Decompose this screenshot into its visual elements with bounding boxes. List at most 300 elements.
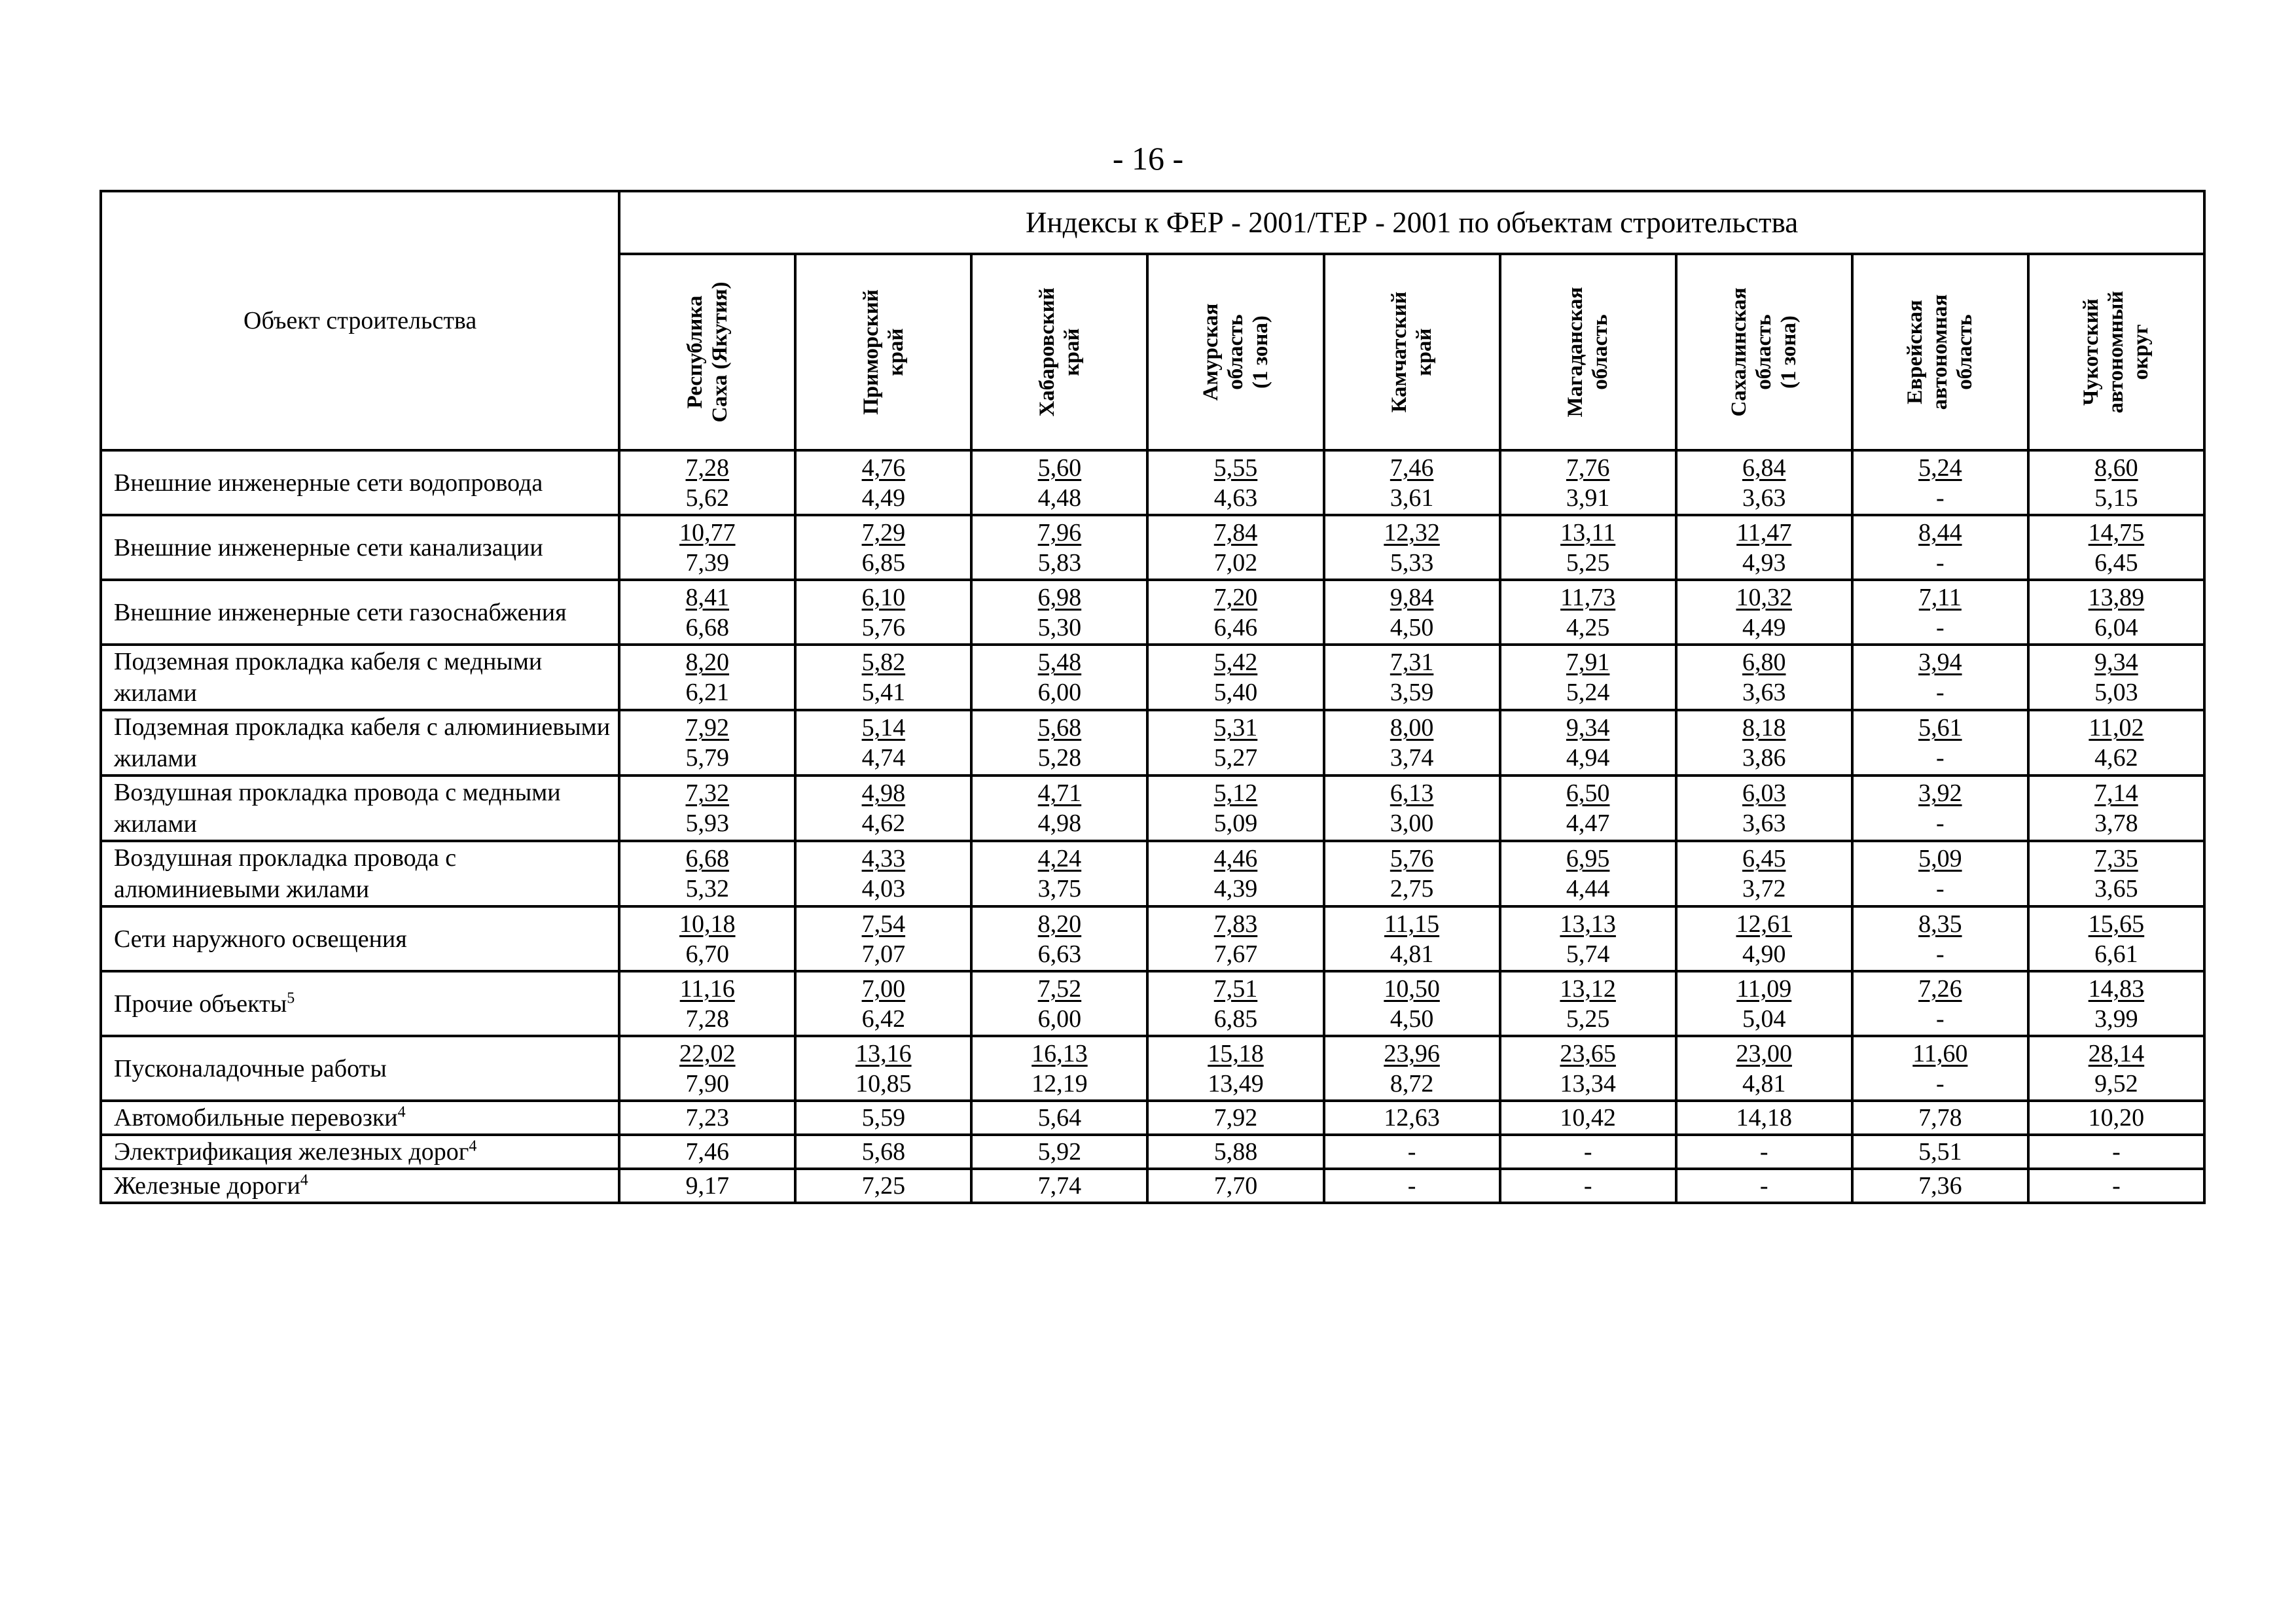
value-cell	[1324, 1169, 1500, 1203]
value-cell	[2028, 580, 2204, 645]
object-name: Внешние инженерные сети канализации	[114, 533, 543, 562]
region-header-7	[1852, 254, 2028, 450]
index-value-upper: 5,68	[1037, 714, 1082, 741]
index-value-lower: 3,91	[1566, 484, 1610, 512]
index-value-lower: 4,90	[1742, 940, 1786, 968]
indices-group-header: Индексы к ФЕР - 2001/ТЕР - 2001 по объектам строительства	[619, 191, 2204, 254]
value-cell	[619, 515, 795, 580]
index-value-upper: 7,20	[1213, 583, 1258, 611]
index-value-upper: 5,61	[1918, 714, 1962, 741]
index-value-lower: 3,00	[1390, 810, 1434, 837]
value-cell	[2028, 776, 2204, 841]
index-value-upper: 8,35	[1918, 910, 1962, 938]
object-name: Внешние инженерные сети водопровода	[114, 469, 543, 497]
index-value-lower: 6,68	[685, 613, 730, 641]
value-cell	[2028, 906, 2204, 971]
index-value: -	[1759, 1138, 1768, 1166]
index-value-lower: 3,63	[1742, 484, 1786, 512]
index-value-upper: 9,34	[2094, 649, 2138, 676]
index-value: -	[2112, 1138, 2121, 1166]
region-header-label: Хабаровский край	[1035, 287, 1084, 417]
value-cell	[795, 580, 971, 645]
index-value-upper: 7,11	[1918, 583, 1962, 611]
value-cell	[971, 1036, 1147, 1101]
index-value: 5,92	[1037, 1138, 1082, 1166]
value-cell	[971, 841, 1147, 906]
footnote-marker: 4	[397, 1103, 406, 1121]
index-value-upper: 28,14	[2088, 1039, 2145, 1067]
value-cell	[1676, 515, 1852, 580]
index-value-upper: 11,15	[1384, 910, 1440, 938]
index-value-upper: 6,84	[1742, 454, 1786, 482]
index-value-lower: 3,63	[1742, 810, 1786, 837]
object-name-cell	[101, 1135, 619, 1169]
object-name-cell	[101, 776, 619, 841]
index-value-lower: -	[1935, 679, 1945, 706]
index-value-lower: 5,25	[1566, 1005, 1610, 1033]
index-value-upper: 5,60	[1037, 454, 1082, 482]
index-value-upper: 5,24	[1918, 454, 1962, 482]
value-cell	[1852, 1135, 2028, 1169]
value-cell	[1500, 1101, 1676, 1135]
index-value-upper: 22,02	[679, 1039, 736, 1067]
index-value-upper: 12,32	[1384, 518, 1440, 546]
value-cell	[1324, 645, 1500, 710]
index-value-lower: -	[1935, 1069, 1945, 1097]
index-value-upper: 11,02	[2089, 714, 2144, 741]
value-cell	[1500, 1135, 1676, 1169]
index-value-upper: 7,14	[2094, 779, 2138, 807]
value-cell	[1852, 1101, 2028, 1135]
index-value-upper: 5,48	[1037, 649, 1082, 676]
object-name: Железные дороги	[114, 1172, 300, 1200]
page-number: - 16 -	[1112, 140, 1184, 177]
region-header-label: Приморский край	[859, 289, 908, 415]
value-cell	[1500, 776, 1676, 841]
region-header-5	[1500, 254, 1676, 450]
index-value-lower: 5,40	[1213, 679, 1258, 706]
index-value-upper: 8,60	[2094, 454, 2138, 482]
index-value-lower: 3,61	[1390, 484, 1434, 512]
value-cell	[619, 645, 795, 710]
value-cell	[1147, 906, 1323, 971]
value-cell	[971, 1101, 1147, 1135]
index-value: -	[2112, 1172, 2121, 1200]
index-value-lower: 7,67	[1213, 940, 1258, 968]
index-value-lower: -	[1935, 613, 1945, 641]
index-value: 7,74	[1037, 1172, 1082, 1200]
index-value-lower: 6,46	[1213, 613, 1258, 641]
index-value-upper: 8,41	[685, 583, 730, 611]
index-value-upper: 7,31	[1390, 649, 1434, 676]
index-value-lower: 4,62	[861, 810, 906, 837]
index-value-upper: 7,92	[685, 714, 730, 741]
index-value-upper: 6,03	[1742, 779, 1786, 807]
index-value-upper: 6,98	[1037, 583, 1082, 611]
index-value-lower: 4,94	[1566, 744, 1610, 772]
value-cell	[795, 645, 971, 710]
index-value-upper: 6,68	[685, 845, 730, 872]
index-value-lower: 13,49	[1208, 1069, 1264, 1097]
value-cell	[1676, 776, 1852, 841]
index-value: 14,18	[1736, 1104, 1792, 1132]
value-cell	[1852, 841, 2028, 906]
value-cell	[1676, 841, 1852, 906]
region-header-1	[795, 254, 971, 450]
index-value-upper: 6,10	[861, 583, 906, 611]
index-value-lower: 7,07	[861, 940, 906, 968]
object-name-cell	[101, 841, 619, 906]
value-cell	[1324, 776, 1500, 841]
index-value-upper: 10,32	[1736, 583, 1792, 611]
index-value-lower: 6,21	[685, 679, 730, 706]
value-cell	[795, 841, 971, 906]
index-value-lower: 3,75	[1037, 875, 1082, 902]
object-name: Электрификация железных дорог	[114, 1138, 469, 1166]
object-name-cell	[101, 1036, 619, 1101]
region-header-label: Магаданская область	[1564, 287, 1613, 418]
index-value-upper: 8,20	[685, 649, 730, 676]
value-cell	[971, 515, 1147, 580]
index-value-lower: 12,19	[1031, 1069, 1088, 1097]
index-value-lower: 5,30	[1037, 613, 1082, 641]
index-value-upper: 14,75	[2088, 518, 2145, 546]
value-cell	[1500, 906, 1676, 971]
index-value-upper: 10,50	[1384, 974, 1440, 1003]
index-value-lower: 6,61	[2094, 940, 2138, 968]
index-value: 7,70	[1213, 1172, 1258, 1200]
object-name-cell	[101, 645, 619, 710]
object-name-cell	[101, 971, 619, 1036]
index-value-upper: 3,92	[1918, 779, 1962, 807]
object-name-cell	[101, 1169, 619, 1203]
index-value-lower: 6,00	[1037, 1005, 1082, 1033]
value-cell	[1500, 1169, 1676, 1203]
index-value-lower: -	[1935, 940, 1945, 968]
index-value: 7,23	[685, 1104, 730, 1132]
value-cell	[1147, 776, 1323, 841]
index-value-lower: 4,50	[1390, 1005, 1434, 1033]
index-value-lower: 5,93	[685, 810, 730, 837]
object-name: Автомобильные перевозки	[114, 1104, 398, 1132]
value-cell	[1324, 580, 1500, 645]
value-cell	[2028, 710, 2204, 776]
index-value-upper: 11,73	[1560, 583, 1616, 611]
index-value-upper: 7,96	[1037, 518, 1082, 546]
index-value-lower: 4,74	[861, 744, 906, 772]
table-row	[101, 776, 2204, 841]
value-cell	[619, 1169, 795, 1203]
index-value-upper: 6,45	[1742, 845, 1786, 872]
index-value-upper: 14,83	[2088, 974, 2145, 1003]
index-value-upper: 5,76	[1390, 845, 1434, 872]
region-header-label: Амурская область (1 зона)	[1199, 303, 1272, 401]
index-value-upper: 23,96	[1384, 1039, 1440, 1067]
index-value-lower: 10,85	[855, 1069, 912, 1097]
object-name: Воздушная прокладка провода с медными жилами	[114, 779, 561, 838]
value-cell	[2028, 1101, 2204, 1135]
value-cell	[971, 1135, 1147, 1169]
index-value-upper: 23,65	[1560, 1039, 1616, 1067]
region-header-label: Еврейская автономная область	[1903, 294, 1977, 410]
index-value-upper: 13,16	[855, 1039, 912, 1067]
index-value-upper: 5,14	[861, 714, 906, 741]
value-cell	[2028, 645, 2204, 710]
index-value-upper: 7,83	[1213, 910, 1258, 938]
index-value-upper: 5,42	[1213, 649, 1258, 676]
index-value-lower: 5,09	[1213, 810, 1258, 837]
value-cell	[795, 710, 971, 776]
index-value-lower: 6,63	[1037, 940, 1082, 968]
value-cell	[795, 1169, 971, 1203]
value-cell	[1324, 1135, 1500, 1169]
index-value-lower: -	[1935, 1005, 1945, 1033]
index-value-lower: 5,27	[1213, 744, 1258, 772]
object-name-cell	[101, 1101, 619, 1135]
region-header-label: Камчатский край	[1388, 291, 1437, 413]
index-value-lower: 3,65	[2094, 875, 2138, 902]
index-value-upper: 11,47	[1736, 518, 1792, 546]
index-value: 7,25	[861, 1172, 906, 1200]
table-row	[101, 515, 2204, 580]
index-value-upper: 7,52	[1037, 974, 1082, 1003]
index-value-upper: 7,46	[1390, 454, 1434, 482]
index-value-lower: 4,93	[1742, 548, 1786, 577]
value-cell	[619, 580, 795, 645]
index-value-lower: 4,47	[1566, 810, 1610, 837]
index-value-lower: 3,59	[1390, 679, 1434, 706]
value-cell	[619, 841, 795, 906]
index-value-lower: 4,63	[1213, 484, 1258, 512]
value-cell	[971, 971, 1147, 1036]
value-cell	[1147, 645, 1323, 710]
value-cell	[1500, 841, 1676, 906]
index-value: 7,78	[1918, 1104, 1962, 1132]
object-name: Подземная прокладка кабеля с алюминиевыми жилами	[114, 713, 611, 772]
table-row	[101, 580, 2204, 645]
index-value-lower: 6,85	[861, 548, 906, 577]
index-value-upper: 23,00	[1736, 1039, 1792, 1067]
value-cell	[1147, 841, 1323, 906]
value-cell	[1852, 515, 2028, 580]
index-value: 5,88	[1213, 1138, 1258, 1166]
value-cell	[1852, 645, 2028, 710]
value-cell	[2028, 450, 2204, 515]
index-value-upper: 15,65	[2088, 910, 2145, 938]
index-value-lower: 6,85	[1213, 1005, 1258, 1033]
index-value-lower: 5,32	[685, 875, 730, 902]
index-value-upper: 9,34	[1566, 714, 1610, 741]
value-cell	[795, 971, 971, 1036]
value-cell	[971, 710, 1147, 776]
region-header-label: Чукотский автономный округ	[2079, 291, 2153, 414]
indices-table	[99, 190, 2206, 1204]
value-cell	[971, 1169, 1147, 1203]
value-cell	[1852, 906, 2028, 971]
value-cell	[619, 450, 795, 515]
table-row	[101, 1135, 2204, 1169]
object-name-cell	[101, 580, 619, 645]
index-value-lower: 4,39	[1213, 875, 1258, 902]
index-value-upper: 5,09	[1918, 845, 1962, 872]
index-value-upper: 7,35	[2094, 845, 2138, 872]
value-cell	[619, 906, 795, 971]
region-header-6	[1676, 254, 1852, 450]
index-value-lower: 4,62	[2094, 744, 2138, 772]
index-value-lower: 4,44	[1566, 875, 1610, 902]
index-value-upper: 11,09	[1736, 974, 1792, 1003]
index-value-lower: 4,98	[1037, 810, 1082, 837]
region-header-8	[2028, 254, 2204, 450]
index-value: 9,17	[685, 1172, 730, 1200]
table-row	[101, 1101, 2204, 1135]
value-cell	[971, 906, 1147, 971]
index-value-lower: 6,45	[2094, 548, 2138, 577]
value-cell	[1500, 710, 1676, 776]
index-value-lower: 4,81	[1742, 1069, 1786, 1097]
index-value-lower: 5,76	[861, 613, 906, 641]
index-value-lower: 3,99	[2094, 1005, 2138, 1033]
index-value-upper: 5,12	[1213, 779, 1258, 807]
index-value: 5,59	[861, 1104, 906, 1132]
index-value-upper: 12,61	[1736, 910, 1792, 938]
index-value-lower: 5,79	[685, 744, 730, 772]
index-value: 10,20	[2088, 1104, 2145, 1132]
value-cell	[795, 1135, 971, 1169]
object-name: Внешние инженерные сети газоснабжения	[114, 598, 567, 626]
index-value-upper: 4,24	[1037, 845, 1082, 872]
table-row	[101, 971, 2204, 1036]
index-value-upper: 6,95	[1566, 845, 1610, 872]
index-value-lower: 7,28	[685, 1005, 730, 1033]
index-value-upper: 10,18	[679, 910, 736, 938]
index-value-lower: 7,02	[1213, 548, 1258, 577]
value-cell	[1147, 710, 1323, 776]
table-row	[101, 1036, 2204, 1101]
index-value-lower: 5,74	[1566, 940, 1610, 968]
index-value-upper: 7,54	[861, 910, 906, 938]
index-value-lower: 8,72	[1390, 1069, 1434, 1097]
value-cell	[1676, 645, 1852, 710]
value-cell	[619, 710, 795, 776]
index-value-lower: 5,33	[1390, 548, 1434, 577]
footnote-marker: 4	[300, 1171, 308, 1189]
region-header-2	[971, 254, 1147, 450]
index-value-lower: 6,00	[1037, 679, 1082, 706]
index-value-upper: 3,94	[1918, 649, 1962, 676]
index-value-upper: 13,89	[2088, 583, 2145, 611]
value-cell	[1324, 906, 1500, 971]
index-value-lower: 5,28	[1037, 744, 1082, 772]
index-value: -	[1407, 1172, 1416, 1200]
index-value-upper: 7,91	[1566, 649, 1610, 676]
index-value-lower: 5,62	[685, 484, 730, 512]
index-value-lower: 2,75	[1390, 875, 1434, 902]
value-cell	[1147, 1101, 1323, 1135]
index-value-upper: 4,71	[1037, 779, 1082, 807]
index-value-lower: -	[1935, 744, 1945, 772]
index-value: 5,51	[1918, 1138, 1962, 1166]
table-row	[101, 710, 2204, 776]
index-value: 10,42	[1560, 1104, 1616, 1132]
index-value-lower: 4,49	[1742, 613, 1786, 641]
footnote-marker: 5	[287, 989, 295, 1007]
value-cell	[1324, 971, 1500, 1036]
value-cell	[1147, 580, 1323, 645]
index-value-upper: 11,60	[1912, 1039, 1968, 1067]
value-cell	[1676, 1169, 1852, 1203]
value-cell	[971, 580, 1147, 645]
index-value-upper: 6,50	[1566, 779, 1610, 807]
index-value: 7,46	[685, 1138, 730, 1166]
region-header-3	[1147, 254, 1323, 450]
value-cell	[1147, 1135, 1323, 1169]
index-value-upper: 7,76	[1566, 454, 1610, 482]
value-cell	[1676, 450, 1852, 515]
index-value: -	[1583, 1172, 1592, 1200]
index-value-upper: 6,80	[1742, 649, 1786, 676]
index-value-upper: 8,20	[1037, 910, 1082, 938]
value-cell	[1676, 1135, 1852, 1169]
object-name: Подземная прокладка кабеля с медными жилами	[114, 648, 543, 707]
value-cell	[1676, 971, 1852, 1036]
value-cell	[619, 1135, 795, 1169]
value-cell	[795, 515, 971, 580]
value-cell	[1852, 1169, 2028, 1203]
value-cell	[2028, 1135, 2204, 1169]
index-value-lower: 3,78	[2094, 810, 2138, 837]
value-cell	[1324, 515, 1500, 580]
object-name: Прочие объекты	[114, 990, 287, 1018]
index-value-lower: 6,42	[861, 1005, 906, 1033]
index-value-lower: 7,90	[685, 1069, 730, 1097]
value-cell	[1147, 450, 1323, 515]
value-cell	[2028, 515, 2204, 580]
value-cell	[1852, 1036, 2028, 1101]
value-cell	[1500, 450, 1676, 515]
value-cell	[1852, 710, 2028, 776]
value-cell	[2028, 1169, 2204, 1203]
value-cell	[619, 776, 795, 841]
value-cell	[1324, 1101, 1500, 1135]
index-value-lower: -	[1935, 548, 1945, 577]
index-value-upper: 5,31	[1213, 714, 1258, 741]
region-header-4	[1324, 254, 1500, 450]
value-cell	[2028, 1036, 2204, 1101]
value-cell	[1676, 906, 1852, 971]
index-value: 5,68	[861, 1138, 906, 1166]
index-value-upper: 8,00	[1390, 714, 1434, 741]
index-value-lower: 4,49	[861, 484, 906, 512]
index-value-upper: 4,76	[861, 454, 906, 482]
value-cell	[971, 776, 1147, 841]
index-value-upper: 13,11	[1560, 518, 1616, 546]
index-value-upper: 11,16	[679, 974, 735, 1003]
index-value-lower: 3,72	[1742, 875, 1786, 902]
index-value-upper: 4,33	[861, 845, 906, 872]
index-value-lower: -	[1935, 810, 1945, 837]
region-header-label: Сахалинская область (1 зона)	[1727, 287, 1801, 417]
index-value: 12,63	[1384, 1104, 1440, 1132]
value-cell	[971, 450, 1147, 515]
value-cell	[1324, 710, 1500, 776]
region-header-label: Республика Саха (Якутия)	[683, 281, 732, 423]
index-value-upper: 8,44	[1918, 518, 1962, 546]
index-value-lower: 5,15	[2094, 484, 2138, 512]
object-name-cell	[101, 710, 619, 776]
index-value-upper: 13,12	[1560, 974, 1616, 1003]
index-value: 5,64	[1037, 1104, 1082, 1132]
